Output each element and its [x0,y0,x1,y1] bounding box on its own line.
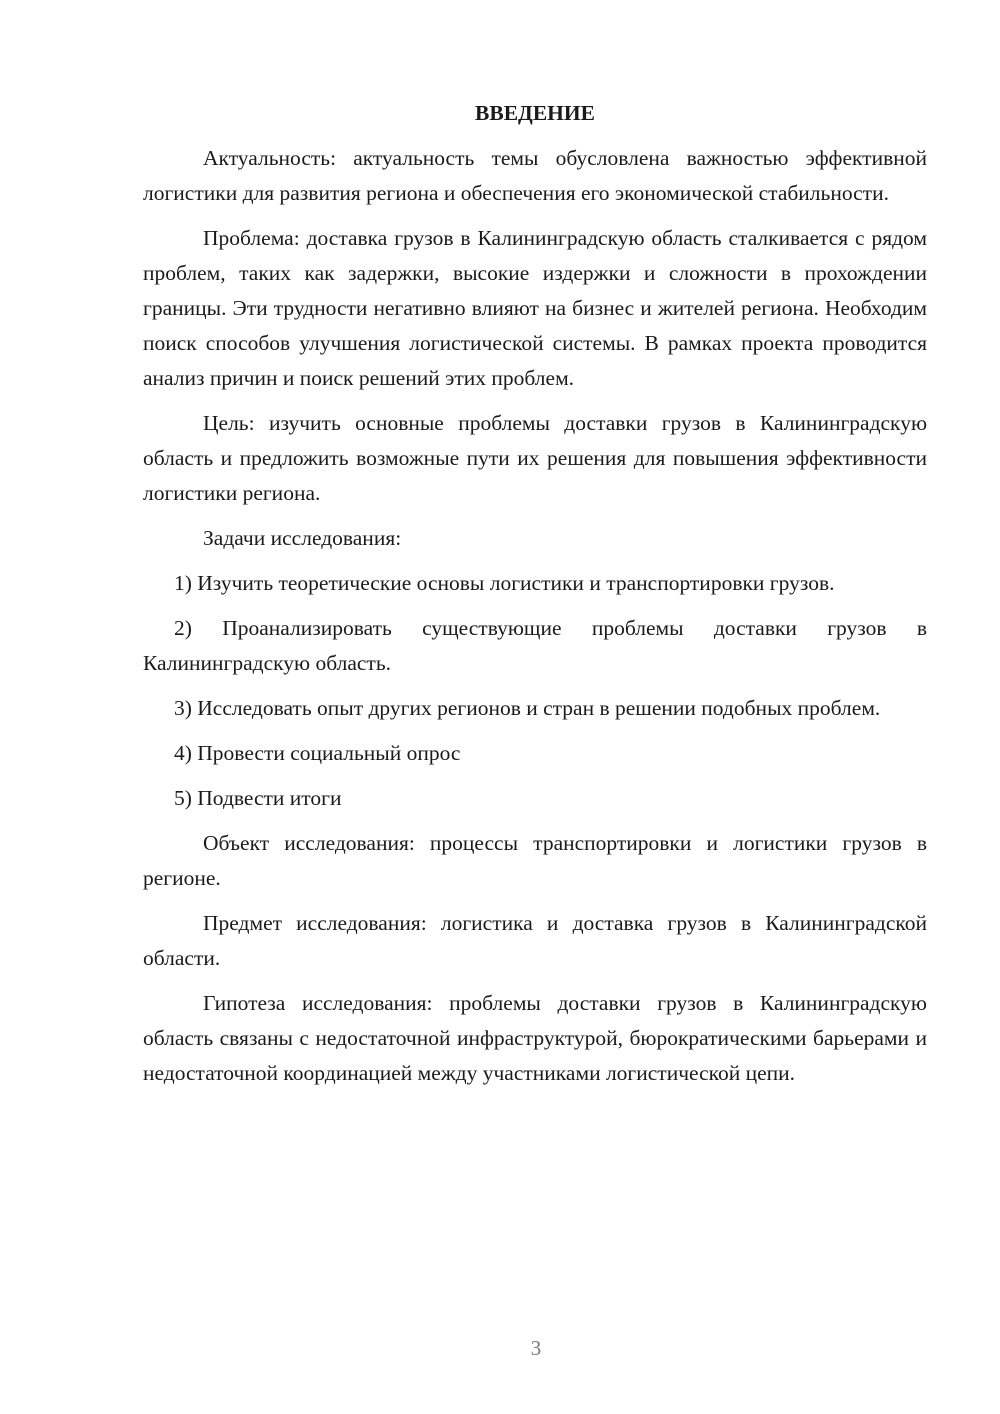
paragraph-tasks-intro: Задачи исследования: [203,526,402,550]
paragraph-problem: Проблема: доставка грузов в Калининградскую область сталкивается с рядом проблем, таких как задержки, высокие издержки и сложности в прохождении границы. Эти трудности негативно влияют на бизнес и жителей региона. Необходим поиск способов улучшения логистической системы. В рамках проекта проводится анализ причин и поиск решений этих проблем. [143,226,927,390]
section-heading: ВВЕДЕНИЕ [475,101,595,125]
task-item-4: 4) Провести социальный опрос [174,741,461,765]
paragraph-relevance: Актуальность: актуальность темы обусловлена важностью эффективной логистики для развития региона и обеспечения его экономической стабильности. [143,146,927,205]
task-item-2: 2) Проанализировать существующие проблемы доставки грузов в Калининградскую область. [143,616,927,675]
task-item-5: 5) Подвести итоги [174,786,342,810]
task-item-1: 1) Изучить теоретические основы логистики и транспортировки грузов. [174,571,835,595]
paragraph-goal: Цель: изучить основные проблемы доставки грузов в Калининградскую область и предложить возможные пути их решения для повышения эффективности логистики региона. [143,411,927,505]
document-page [143,96,927,1101]
paragraph-object: Объект исследования: процессы транспортировки и логистики грузов в регионе. [143,831,927,890]
paragraph-subject: Предмет исследования: логистика и доставка грузов в Калининградской области. [143,911,927,970]
task-item-3: 3) Исследовать опыт других регионов и стран в решении подобных проблем. [174,696,881,720]
page-number: 3 [530,1336,542,1360]
paragraph-hypothesis: Гипотеза исследования: проблемы доставки грузов в Калининградскую область связаны с недостаточной инфраструктурой, бюрократическими барьерами и недостаточной координацией между участниками логистической цепи. [143,991,927,1085]
